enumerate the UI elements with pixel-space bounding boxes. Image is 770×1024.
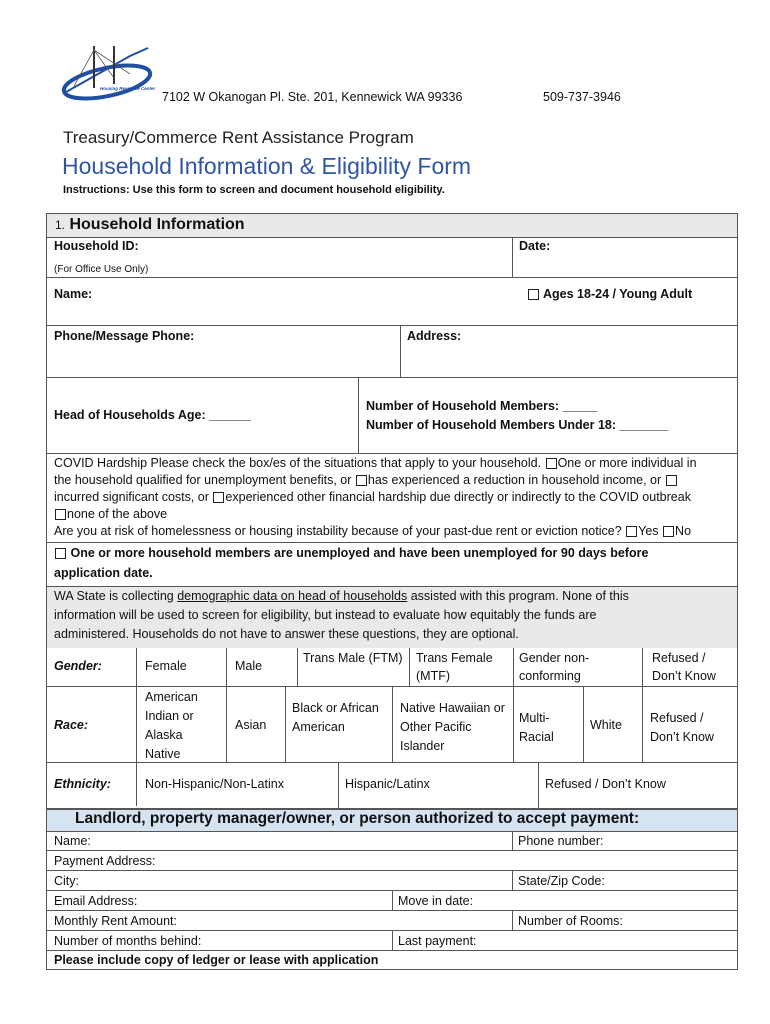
organization-address: 7102 W Okanogan Pl. Ste. 201, Kennewick WA 99336: [162, 90, 463, 104]
organization-phone: 509-737-3946: [543, 90, 621, 104]
last-payment-label: Last payment:: [398, 934, 477, 948]
landlord-section-title: Landlord, property manager/owner, or person authorized to accept payment:: [75, 810, 640, 827]
covid-individual-checkbox[interactable]: [546, 458, 557, 469]
race-label: Race:: [54, 718, 89, 732]
covid-line-1: COVID Hardship Please check the box/es of the situations that apply to your household. One or more individual in: [54, 456, 697, 470]
number-of-rooms-label: Number of Rooms:: [518, 914, 623, 928]
address-label: Address:: [407, 329, 462, 343]
covid-reduction-checkbox[interactable]: [356, 475, 367, 486]
race-option-white[interactable]: White: [590, 718, 622, 732]
office-use-note: (For Office Use Only): [54, 264, 149, 275]
state-zip-label: State/Zip Code:: [518, 874, 605, 888]
race-option-multiracial[interactable]: Multi-Racial: [519, 711, 554, 744]
demographic-note-line-3: administered. Households do not have to answer these questions, they are optional.: [54, 627, 519, 641]
form-instructions: Instructions: Use this form to screen and document household eligibility.: [63, 184, 445, 196]
landlord-name-label: Name:: [54, 834, 91, 848]
household-id-field[interactable]: [47, 237, 512, 277]
race-option-american-indian[interactable]: American Indian or Alaska Native: [145, 690, 198, 761]
demographic-note-line-1: WA State is collecting demographic data on head of households assisted with this program. None of this: [54, 589, 629, 603]
section-number: 1.: [55, 218, 66, 232]
hoh-age-label: Head of Households Age: ______: [54, 408, 251, 422]
city-label: City:: [54, 874, 79, 888]
section-title: Household Information: [69, 216, 245, 233]
members-under18-label: Number of Household Members Under 18: _______: [366, 418, 669, 432]
months-behind-label: Number of months behind:: [54, 934, 202, 948]
unemployed-line-2: application date.: [54, 566, 153, 580]
name-label: Name:: [54, 287, 93, 301]
ledger-note: Please include copy of ledger or lease with application: [54, 953, 379, 967]
demographic-note-line-2: information will be used to screen for eligibility, but instead to evaluate how equitably the funds are: [54, 608, 597, 622]
young-adult-option: [527, 287, 692, 301]
email-label: Email Address:: [54, 894, 138, 908]
ethnicity-option-non-hispanic[interactable]: Non-Hispanic/Non-Latinx: [145, 777, 284, 791]
unemployed-line-1: One or more household members are unemployed and have been unemployed for 90 days before: [54, 546, 648, 560]
covid-other-hardship-checkbox[interactable]: [213, 492, 224, 503]
payment-address-label: Payment Address:: [54, 854, 156, 868]
covid-none-checkbox[interactable]: [55, 509, 66, 520]
gender-option-trans-male[interactable]: Trans Male (FTM): [303, 651, 403, 665]
gender-option-refused[interactable]: Refused / Don’t Know: [652, 651, 716, 683]
move-in-date-label: Move in date:: [398, 894, 474, 908]
name-field[interactable]: [107, 279, 507, 323]
risk-no-checkbox[interactable]: [663, 526, 674, 537]
covid-line-4: none of the above: [54, 507, 167, 521]
members-label: Number of Household Members: _____: [366, 399, 598, 413]
form-title: Household Information & Eligibility Form: [62, 153, 472, 179]
gender-option-non-conforming[interactable]: Gender non-conforming: [519, 651, 590, 683]
section-heading: [55, 216, 245, 234]
program-name: Treasury/Commerce Rent Assistance Program: [63, 128, 414, 147]
address-field[interactable]: [401, 326, 737, 376]
date-label: Date:: [519, 239, 551, 253]
date-field[interactable]: [513, 237, 737, 277]
hoh-age-blank[interactable]: ______: [209, 408, 251, 422]
race-option-black[interactable]: Black or African American: [292, 701, 379, 734]
monthly-rent-label: Monthly Rent Amount:: [54, 914, 177, 928]
ethnicity-option-refused[interactable]: Refused / Don’t Know: [545, 777, 666, 791]
members-under18-blank[interactable]: _______: [619, 418, 669, 432]
household-id-label: Household ID:: [54, 239, 139, 253]
organization-logo: [60, 44, 162, 106]
demographic-data-link: demographic data on head of households: [177, 589, 408, 603]
race-option-asian[interactable]: Asian: [235, 718, 267, 732]
race-option-native-hawaiian[interactable]: Native Hawaiian or Other Pacific Islander: [400, 701, 505, 753]
phone-label: Phone/Message Phone:: [54, 329, 195, 343]
risk-yes-checkbox[interactable]: [626, 526, 637, 537]
gender-option-female[interactable]: Female: [145, 659, 187, 673]
landlord-phone-label: Phone number:: [518, 834, 604, 848]
young-adult-checkbox[interactable]: [528, 289, 539, 300]
phone-field[interactable]: [47, 326, 399, 376]
young-adult-label: Ages 18-24 / Young Adult: [543, 287, 693, 301]
svg-text:Housing Resource Center: Housing Resource Center: [100, 86, 156, 91]
gender-label: Gender:: [54, 659, 102, 673]
ethnicity-label: Ethnicity:: [54, 777, 111, 791]
members-blank[interactable]: _____: [562, 399, 598, 413]
form-table: [46, 213, 738, 970]
race-option-refused[interactable]: Refused / Don’t Know: [650, 711, 714, 744]
gender-option-male[interactable]: Male: [235, 659, 263, 673]
covid-costs-checkbox[interactable]: [666, 475, 677, 486]
covid-line-2: the household qualified for unemployment benefits, or has experienced a reduction in household income, or: [54, 473, 678, 487]
ethnicity-option-hispanic[interactable]: Hispanic/Latinx: [345, 777, 430, 791]
covid-line-3: incurred significant costs, or experienced other financial hardship due directly or indirectly to the COVID outbreak: [54, 490, 691, 504]
risk-question: Are you at risk of homelessness or housing instability because of your past-due rent or eviction notice? Yes No: [54, 524, 692, 538]
unemployed-checkbox[interactable]: [55, 548, 66, 559]
gender-option-trans-female[interactable]: Trans Female (MTF): [416, 651, 493, 683]
